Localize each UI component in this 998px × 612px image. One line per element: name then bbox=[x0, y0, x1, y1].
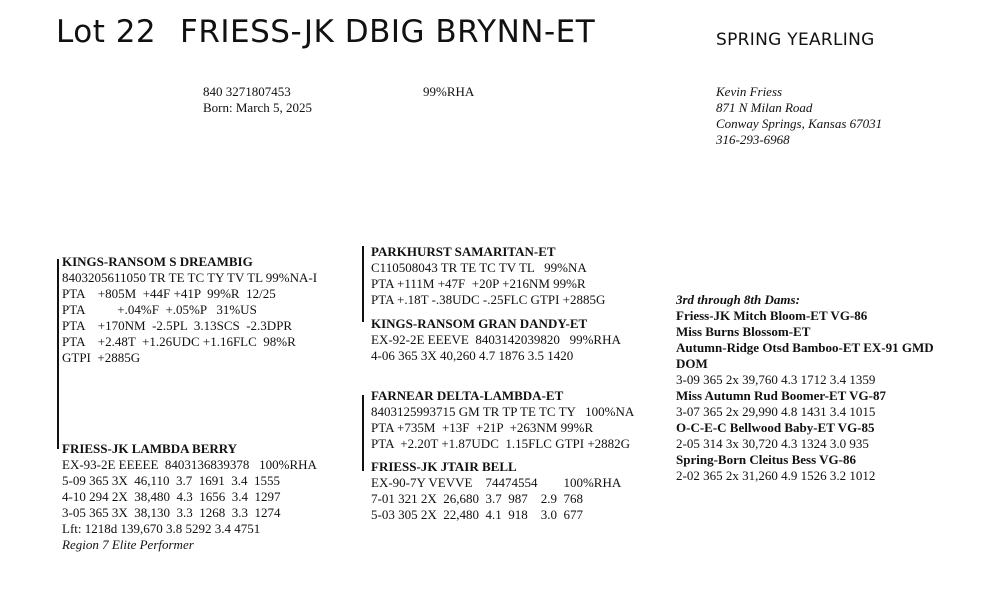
dam-dam-name: FRIESS-JK JTAIR BELL bbox=[371, 459, 517, 474]
dam-name: FRIESS-JK LAMBDA BERRY bbox=[62, 441, 238, 456]
dam-sire-line: PTA +2.20T +1.87UDC 1.15FLC GTPI +2882G bbox=[371, 436, 631, 451]
sire-line: PTA +.04%F +.05%P 31%US bbox=[62, 302, 257, 317]
sire-name: KINGS-RANSOM S DREAMBIG bbox=[62, 254, 253, 269]
pedigree-bracket-left bbox=[57, 259, 59, 449]
consignor-name: Kevin Friess bbox=[716, 84, 783, 99]
sire-dam-name: KINGS-RANSOM GRAN DANDY-ET bbox=[371, 316, 588, 331]
extended-dam-name: Autumn-Ridge Otsd Bamboo-ET EX-91 GMD DOM bbox=[676, 340, 934, 371]
animal-name: FRIESS-JK DBIG BRYNN-ET bbox=[180, 14, 596, 50]
extended-dam-record: 2-05 314 3x 30,720 4.3 1324 3.0 935 bbox=[676, 436, 869, 451]
sire-line: PTA +805M +44F +41P 99%R 12/25 bbox=[62, 286, 276, 301]
extended-dams-heading: 3rd through 8th Dams: bbox=[676, 292, 800, 307]
dam-sire-line: PTA +735M +13F +21P +263NM 99%R bbox=[371, 420, 594, 435]
dam-sire-name: FARNEAR DELTA-LAMBDA-ET bbox=[371, 388, 564, 403]
extended-dam-name: O-C-E-C Bellwood Baby-ET VG-85 bbox=[676, 420, 875, 435]
dam-dam-line: EX-90-7Y VEVVE 74474554 100%RHA bbox=[371, 475, 622, 490]
pedigree-bracket-dam bbox=[362, 395, 364, 471]
sire-sire-line: PTA +111M +47F +20P +216NM 99%R bbox=[371, 276, 586, 291]
consignor-address: 871 N Milan Road bbox=[716, 100, 813, 115]
animal-class: SPRING YEARLING bbox=[716, 30, 875, 50]
extended-dam-name: Miss Burns Blossom-ET bbox=[676, 324, 811, 339]
dam-sire-block bbox=[371, 388, 634, 452]
sire-line: GTPI +2885G bbox=[62, 350, 141, 365]
extended-dam-record: 3-09 365 2x 39,760 4.3 1712 3.4 1359 bbox=[676, 372, 876, 387]
dam-line: 5-09 365 3X 46,110 3.7 1691 3.4 1555 bbox=[62, 473, 280, 488]
sire-line: 8403205611050 TR TE TC TY TV TL 99%NA-I bbox=[62, 270, 318, 285]
sire-sire-line: PTA +.18T -.38UDC -.25FLC GTPI +2885G bbox=[371, 292, 606, 307]
dam-dam-line: 7-01 321 2X 26,680 3.7 987 2.9 768 bbox=[371, 491, 583, 506]
dam-dam-line: 5-03 305 2X 22,480 4.1 918 3.0 677 bbox=[371, 507, 583, 522]
dam-sire-line: 8403125993715 GM TR TP TE TC TY 100%NA bbox=[371, 404, 635, 419]
rha-percent: 99%RHA bbox=[423, 84, 475, 99]
sire-line: PTA +2.48T +1.26UDC +1.16FLC 98%R bbox=[62, 334, 296, 349]
extended-dam-name: Friess-JK Mitch Bloom-ET VG-86 bbox=[676, 308, 868, 323]
extended-dam-record: 2-02 365 2x 31,260 4.9 1526 3.2 1012 bbox=[676, 468, 876, 483]
dam-line: 4-10 294 2X 38,480 4.3 1656 3.4 1297 bbox=[62, 489, 281, 504]
sire-dam-line: 4-06 365 3X 40,260 4.7 1876 3.5 1420 bbox=[371, 348, 574, 363]
extended-dam-record: 3-07 365 2x 29,990 4.8 1431 3.4 1015 bbox=[676, 404, 876, 419]
consignor-city: Conway Springs, Kansas 67031 bbox=[716, 116, 883, 131]
sire-sire-name: PARKHURST SAMARITAN-ET bbox=[371, 244, 556, 259]
dam-line: EX-93-2E EEEEE 8403136839378 100%RHA bbox=[62, 457, 317, 472]
sire-block bbox=[62, 254, 317, 366]
dam-dam-block bbox=[371, 459, 621, 523]
lot-number: Lot 22 bbox=[56, 14, 157, 50]
animal-id: 840 3271807453 bbox=[203, 84, 291, 99]
dam-block bbox=[62, 441, 317, 553]
birth-date: Born: March 5, 2025 bbox=[203, 100, 313, 115]
sire-sire-block bbox=[371, 244, 605, 308]
dam-line: 3-05 365 3X 38,130 3.3 1268 3.3 1274 bbox=[62, 505, 281, 520]
pedigree-bracket-sire bbox=[362, 246, 364, 322]
sire-dam-line: EX-92-2E EEEVE 8403142039820 99%RHA bbox=[371, 332, 621, 347]
sire-sire-line: C110508043 TR TE TC TV TL 99%NA bbox=[371, 260, 587, 275]
dam-line: Lft: 1218d 139,670 3.8 5292 3.4 4751 bbox=[62, 521, 261, 536]
extended-dams-block bbox=[676, 292, 936, 484]
consignor-phone: 316-293-6968 bbox=[716, 132, 790, 147]
sire-line: PTA +170NM -2.5PL 3.13SCS -2.3DPR bbox=[62, 318, 293, 333]
sire-dam-block bbox=[371, 316, 621, 364]
extended-dam-name: Spring-Born Cleitus Bess VG-86 bbox=[676, 452, 856, 467]
extended-dam-name: Miss Autumn Rud Boomer-ET VG-87 bbox=[676, 388, 886, 403]
dam-note: Region 7 Elite Performer bbox=[62, 537, 194, 552]
